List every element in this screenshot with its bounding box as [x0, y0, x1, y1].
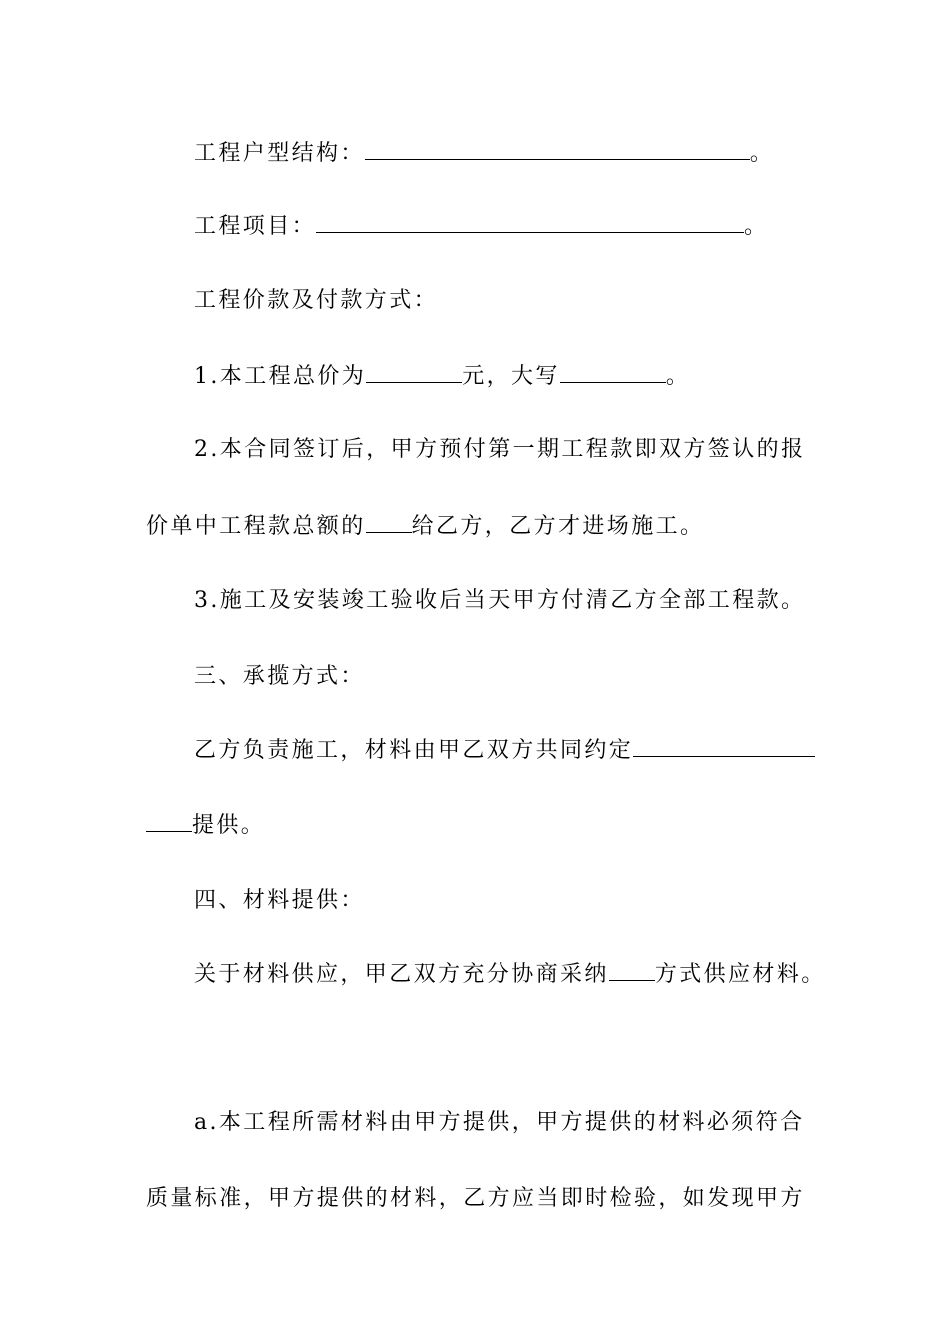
line-total-price [146, 362, 864, 392]
blank-total-price [366, 362, 462, 383]
text-segment: 乙方负责施工，材料由甲乙双方共同约定 [194, 738, 634, 763]
label-project-structure: 工程户型结构： [194, 141, 365, 166]
period: 。 [749, 141, 775, 166]
period: 。 [665, 364, 691, 389]
text-segment: 提供。 [192, 813, 266, 838]
blank-price-in-words [560, 362, 666, 383]
heading-contracting-method [146, 662, 864, 692]
blank-material-provider-continued [146, 811, 192, 832]
heading-material-supply [146, 886, 864, 916]
line-material-supply [146, 960, 864, 990]
line-contracting-method [146, 736, 864, 766]
blank-prepayment-amount [366, 512, 412, 533]
blank-material-provider [633, 736, 815, 757]
line-project-structure [146, 139, 864, 169]
blank-project-structure [365, 139, 750, 160]
line-clause-a-continued [146, 1184, 816, 1214]
label-project-items: 工程项目： [194, 214, 317, 239]
heading-price-payment [146, 286, 864, 316]
text-segment: 1.本工程总价为 [194, 364, 367, 389]
line-contracting-method-continued [146, 811, 816, 841]
text-segment: 方式供应材料。 [654, 962, 826, 987]
text-segment: 价单中工程款总额的 [146, 514, 366, 539]
text-segment: a.本工程所需材料由甲方提供，甲方提供的材料必须符合 [194, 1110, 805, 1135]
text-segment: 2.本合同签订后，甲方预付第一期工程款即双方签认的报 [194, 437, 806, 462]
heading-text: 四、材料提供： [194, 888, 365, 913]
blank-supply-method [609, 960, 655, 981]
line-prepayment-continued [146, 512, 816, 542]
text-segment: 给乙方，乙方才进场施工。 [411, 514, 705, 539]
line-project-items [146, 212, 864, 242]
period: 。 [744, 214, 769, 239]
text-segment: 关于材料供应，甲乙双方充分协商采纳 [194, 962, 609, 987]
line-final-payment [146, 586, 864, 616]
text-segment: 质量标准，甲方提供的材料，乙方应当即时检验，如发现甲方 [146, 1186, 805, 1211]
heading-text: 工程价款及付款方式： [194, 288, 439, 313]
heading-text: 三、承揽方式： [194, 664, 365, 689]
text-segment: 3.施工及安装竣工验收后当天甲方付清乙方全部工程款。 [194, 588, 806, 613]
text-segment: 元，大写 [462, 364, 560, 389]
line-clause-a [146, 1108, 864, 1138]
line-prepayment [146, 435, 864, 465]
blank-project-items [316, 212, 744, 233]
